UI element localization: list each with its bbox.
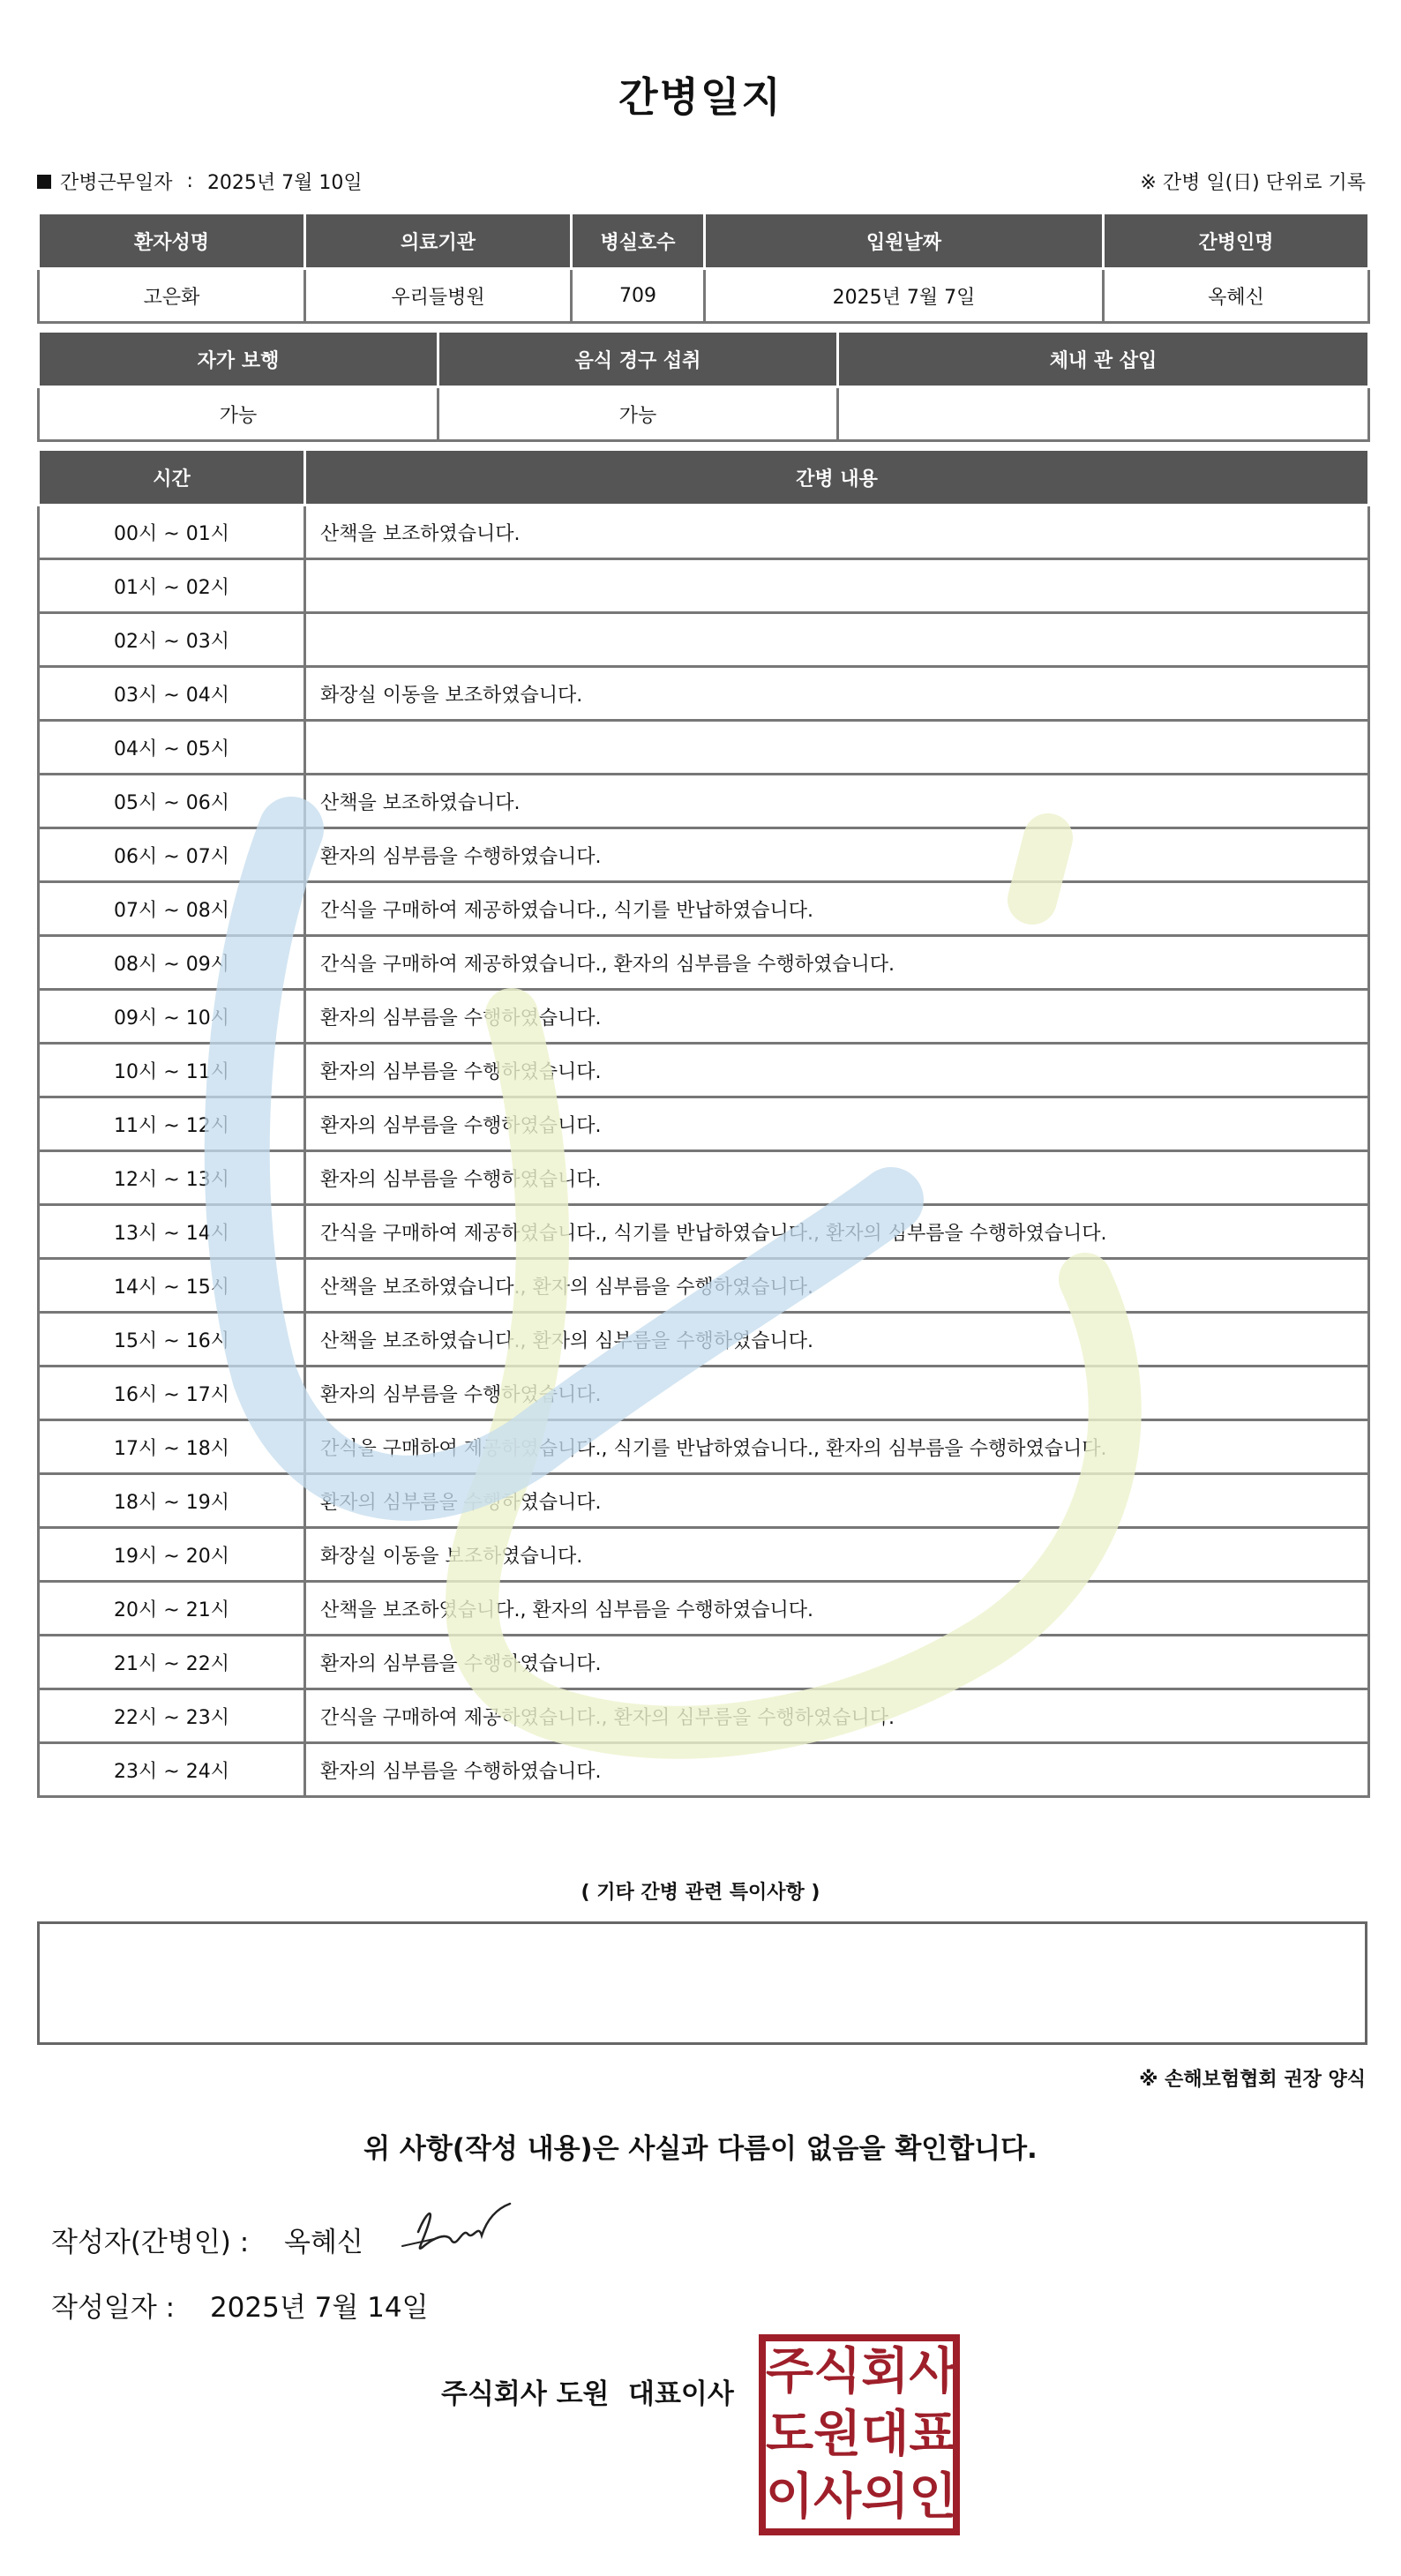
table-row bbox=[39, 559, 1369, 613]
company-seal bbox=[759, 2334, 960, 2535]
table-row bbox=[39, 1689, 1369, 1743]
square-bullet-icon bbox=[37, 175, 51, 189]
author-name: 옥혜신 bbox=[284, 2227, 363, 2258]
care-content-cell: 간식을 구매하여 제공하였습니다., 식기를 반납하였습니다. bbox=[305, 882, 1369, 936]
seal-character: 이 bbox=[766, 2467, 814, 2526]
seal-character: 대 bbox=[861, 2405, 910, 2463]
oral-intake-value: 가능 bbox=[438, 387, 838, 441]
signature bbox=[399, 2197, 531, 2258]
care-content-cell: 환자의 심부름을 수행하였습니다. bbox=[305, 1636, 1369, 1689]
confirmation-statement: 위 사항(작성 내용)은 사실과 다름이 없음을 확인합니다. bbox=[363, 2133, 1038, 2165]
seal-character: 표 bbox=[909, 2405, 957, 2463]
table-row bbox=[39, 1313, 1369, 1367]
seal-character: 회 bbox=[861, 2343, 910, 2401]
table-row bbox=[39, 1259, 1369, 1313]
table-row bbox=[39, 1420, 1369, 1474]
time-cell: 00시 ~ 01시 bbox=[39, 505, 305, 559]
table-row bbox=[39, 1528, 1369, 1582]
table-row bbox=[39, 882, 1369, 936]
time-cell: 03시 ~ 04시 bbox=[39, 667, 305, 721]
author-label: 작성자(간병인) : bbox=[51, 2227, 250, 2258]
table-row bbox=[39, 1636, 1369, 1689]
care-content-cell: 간식을 구매하여 제공하였습니다., 환자의 심부름을 수행하였습니다. bbox=[305, 1689, 1369, 1743]
caregiver-name: 옥혜신 bbox=[1104, 269, 1369, 323]
care-content-cell: 산책을 보조하였습니다., 환자의 심부름을 수행하였습니다. bbox=[305, 1259, 1369, 1313]
seal-character: 의 bbox=[861, 2467, 910, 2526]
header-care-content: 간병 내용 bbox=[305, 450, 1369, 505]
time-cell: 18시 ~ 19시 bbox=[39, 1474, 305, 1528]
time-cell: 17시 ~ 18시 bbox=[39, 1420, 305, 1474]
admission-date: 2025년 7월 7일 bbox=[705, 269, 1104, 323]
table-row bbox=[39, 828, 1369, 882]
time-cell: 20시 ~ 21시 bbox=[39, 1582, 305, 1636]
header-tube-insertion: 체내 관 삽입 bbox=[838, 332, 1369, 387]
written-date-value: 2025년 7월 14일 bbox=[209, 2292, 429, 2324]
header-self-walking: 자가 보행 bbox=[39, 332, 438, 387]
table-row bbox=[39, 990, 1369, 1044]
header-hospital: 의료기관 bbox=[305, 213, 572, 269]
time-cell: 06시 ~ 07시 bbox=[39, 828, 305, 882]
care-content-cell bbox=[305, 613, 1369, 667]
care-content-cell: 환자의 심부름을 수행하였습니다. bbox=[305, 1044, 1369, 1097]
care-content-cell: 환자의 심부름을 수행하였습니다. bbox=[305, 1743, 1369, 1797]
time-cell: 09시 ~ 10시 bbox=[39, 990, 305, 1044]
table-row bbox=[39, 721, 1369, 775]
table-row bbox=[39, 1582, 1369, 1636]
table-row bbox=[39, 1474, 1369, 1528]
time-cell: 16시 ~ 17시 bbox=[39, 1367, 305, 1420]
written-date-line bbox=[51, 2285, 429, 2325]
time-cell: 05시 ~ 06시 bbox=[39, 775, 305, 828]
time-cell: 15시 ~ 16시 bbox=[39, 1313, 305, 1367]
room-number: 709 bbox=[572, 269, 705, 323]
table-row bbox=[39, 1743, 1369, 1797]
time-cell: 23시 ~ 24시 bbox=[39, 1743, 305, 1797]
care-content-cell: 산책을 보조하였습니다. bbox=[305, 505, 1369, 559]
page-title: 간병일지 bbox=[618, 73, 783, 121]
care-content-cell: 산책을 보조하였습니다. bbox=[305, 775, 1369, 828]
care-content-cell: 환자의 심부름을 수행하였습니다. bbox=[305, 990, 1369, 1044]
care-content-cell: 환자의 심부름을 수행하였습니다. bbox=[305, 1474, 1369, 1528]
written-date-label: 작성일자 : bbox=[51, 2292, 176, 2324]
seal-character: 사 bbox=[909, 2343, 957, 2401]
seal-character: 주 bbox=[766, 2343, 814, 2401]
care-log-table bbox=[37, 448, 1370, 1798]
care-content-cell: 화장실 이동을 보조하였습니다. bbox=[305, 667, 1369, 721]
unit-note: ※ 간병 일(日) 단위로 기록 bbox=[1140, 172, 1366, 194]
time-cell: 13시 ~ 14시 bbox=[39, 1205, 305, 1259]
self-walking-value: 가능 bbox=[39, 387, 438, 441]
ceo-title: 대표이사 bbox=[628, 2378, 734, 2410]
hospital-name: 우리들병원 bbox=[305, 269, 572, 323]
seal-character: 원 bbox=[813, 2405, 862, 2463]
table-row bbox=[39, 936, 1369, 990]
care-content-cell bbox=[305, 559, 1369, 613]
recommendation-note: ※ 손해보험협회 권장 양식 bbox=[1139, 2069, 1366, 2091]
header-admission-date: 입원날짜 bbox=[705, 213, 1104, 269]
seal-character: 도 bbox=[766, 2405, 814, 2463]
seal-character: 인 bbox=[909, 2467, 957, 2526]
patient-status-table bbox=[37, 330, 1370, 442]
header-caregiver-name: 간병인명 bbox=[1104, 213, 1369, 269]
table-row bbox=[39, 613, 1369, 667]
care-content-cell: 환자의 심부름을 수행하였습니다. bbox=[305, 1097, 1369, 1151]
header-patient-name: 환자성명 bbox=[39, 213, 305, 269]
time-cell: 12시 ~ 13시 bbox=[39, 1151, 305, 1205]
notes-title: ( 기타 간병 관련 특이사항 ) bbox=[581, 1882, 820, 1904]
table-row bbox=[39, 775, 1369, 828]
time-cell: 08시 ~ 09시 bbox=[39, 936, 305, 990]
time-cell: 10시 ~ 11시 bbox=[39, 1044, 305, 1097]
table-row bbox=[39, 505, 1369, 559]
table-row bbox=[39, 1205, 1369, 1259]
header-room: 병실호수 bbox=[572, 213, 705, 269]
time-cell: 01시 ~ 02시 bbox=[39, 559, 305, 613]
patient-info-table bbox=[37, 212, 1370, 324]
care-content-cell: 환자의 심부름을 수행하였습니다. bbox=[305, 828, 1369, 882]
table-row bbox=[39, 1044, 1369, 1097]
seal-character: 식 bbox=[813, 2343, 862, 2401]
patient-name: 고은화 bbox=[39, 269, 305, 323]
care-content-cell: 간식을 구매하여 제공하였습니다., 식기를 반납하였습니다., 환자의 심부름을 수행하였습니다. bbox=[305, 1205, 1369, 1259]
care-content-cell: 환자의 심부름을 수행하였습니다. bbox=[305, 1151, 1369, 1205]
seal-character: 사 bbox=[813, 2467, 862, 2526]
time-cell: 21시 ~ 22시 bbox=[39, 1636, 305, 1689]
care-content-cell: 환자의 심부름을 수행하였습니다. bbox=[305, 1367, 1369, 1420]
table-row bbox=[39, 667, 1369, 721]
time-cell: 04시 ~ 05시 bbox=[39, 721, 305, 775]
work-date bbox=[37, 168, 363, 195]
time-cell: 02시 ~ 03시 bbox=[39, 613, 305, 667]
table-row bbox=[39, 1097, 1369, 1151]
table-row bbox=[39, 1367, 1369, 1420]
time-cell: 07시 ~ 08시 bbox=[39, 882, 305, 936]
table-row bbox=[39, 1151, 1369, 1205]
care-content-cell bbox=[305, 721, 1369, 775]
header-time: 시간 bbox=[39, 450, 305, 505]
work-date-separator: : bbox=[186, 170, 193, 192]
care-content-cell: 간식을 구매하여 제공하였습니다., 환자의 심부름을 수행하였습니다. bbox=[305, 936, 1369, 990]
header-oral-intake: 음식 경구 섭취 bbox=[438, 332, 838, 387]
care-content-cell: 산책을 보조하였습니다., 환자의 심부름을 수행하였습니다. bbox=[305, 1582, 1369, 1636]
time-cell: 14시 ~ 15시 bbox=[39, 1259, 305, 1313]
time-cell: 19시 ~ 20시 bbox=[39, 1528, 305, 1582]
work-date-label: 간병근무일자 bbox=[60, 172, 173, 194]
time-cell: 22시 ~ 23시 bbox=[39, 1689, 305, 1743]
author-line bbox=[51, 2220, 363, 2259]
care-content-cell: 산책을 보조하였습니다., 환자의 심부름을 수행하였습니다. bbox=[305, 1313, 1369, 1367]
tube-insertion-value bbox=[838, 387, 1369, 441]
care-content-cell: 간식을 구매하여 제공하였습니다., 식기를 반납하였습니다., 환자의 심부름을 수행하였습니다. bbox=[305, 1420, 1369, 1474]
care-content-cell: 화장실 이동을 보조하였습니다. bbox=[305, 1528, 1369, 1582]
work-date-value: 2025년 7월 10일 bbox=[206, 172, 363, 194]
company-name: 주식회사 도원 bbox=[441, 2378, 610, 2410]
notes-box bbox=[37, 1921, 1367, 2045]
time-cell: 11시 ~ 12시 bbox=[39, 1097, 305, 1151]
